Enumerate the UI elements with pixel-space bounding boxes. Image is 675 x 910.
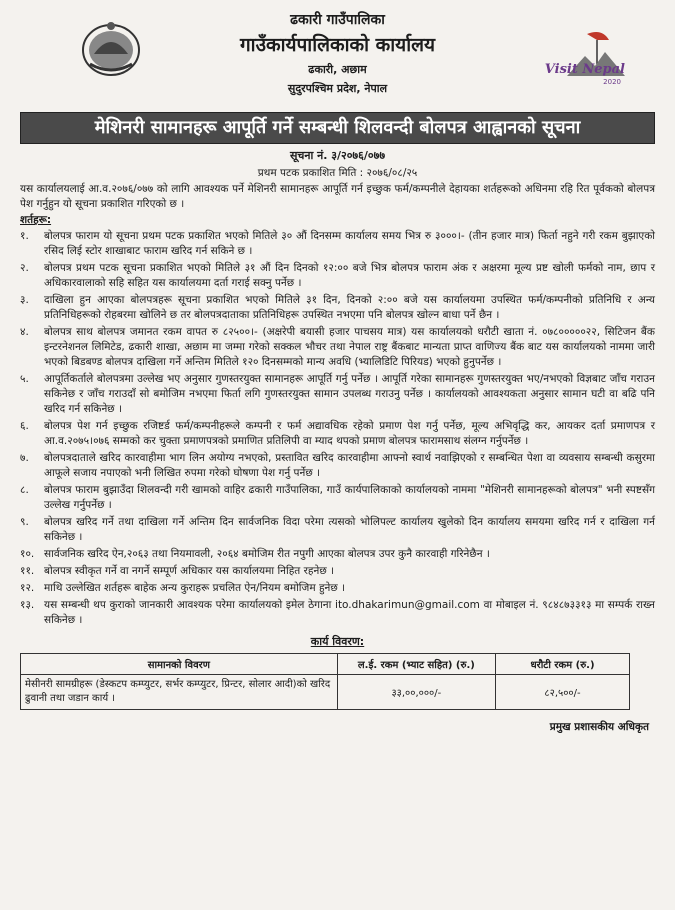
letterhead: [20, 10, 655, 106]
term-item: [20, 483, 655, 513]
term-text: सार्वजनिक खरिद ऐन,२०६३ तथा नियमावली, २०६४ बमोजिम रीत नपुगी आएका बोलपत्र उपर कुनै कारवाही गरिनेछैन ।: [44, 548, 490, 560]
term-number: २.: [20, 262, 29, 274]
term-item: [20, 547, 655, 562]
term-text: बोलपत्र पेश गर्न इच्छुक रजिष्टर्ड फर्म/कम्पनीहरूले कम्पनी र फर्म अद्यावधिक रहेको प्रमाण पेश गर्नु पर्नेछ, मूल्य अभिवृद्धि कर, आयकर दर्ता प्रमाणपत्र र आ.व.२०७५।०७६ सम्मको कर चुक्ता प्रमाणपत्रको प्रमाणित प्रतिलिपी वा म्याद थपको प्रमाण बोलपत्र फारामसाथ संलग्न गर्नुपर्नेछ ।: [44, 420, 655, 447]
term-text: आपूर्तिकर्ताले बोलपत्रमा उल्लेख भए अनुसार गुणस्तरयुक्त सामानहरू आपूर्ति गर्नु पर्नेछ । आपूर्ति गरेका सामानहरू गुणस्तरयुक्त भए/नभएको विज्ञबाट जाँच गराउन सकिनेछ र जाँच गराउदाँ सो बमोजिम नभएमा फिर्ता लगि गुणस्तरयुक्त सामान उपलब्ध गराउनु पर्नेछ । कार्यालयको आवश्यकता अनुसार सामान घटी वा बढि पनि खरिद गर्न सकिनेछ ।: [44, 373, 655, 415]
term-item: [20, 419, 655, 449]
term-number: ४.: [20, 326, 29, 338]
item-estimate: ३३,००,०००/-: [337, 675, 495, 710]
term-text: दाखिला हुन आएका बोलपत्रहरू सूचना प्रकाशित भएको मितिले ३१ दिन, दिनको २:०० बजे यस कार्यालयमा उपस्थित फर्म/कम्पनीको प्रतिनिधि र अन्य प्रतिनिधिहरूको रोहबरमा खोलिने छ तर बोलपत्रदाताका प्रतिनिधिहरू उपस्थित नभएमा पनि बोलपत्र खोल्न बाधा पर्ने छैन ।: [44, 294, 655, 321]
term-item: [20, 372, 655, 417]
item-deposit: ८२,५००/-: [496, 675, 630, 710]
term-text: बोलपत्र फाराम बुझाउँदा शिलवन्दी गरी खामको वाहिर ढकारी गाउँपालिका, गाउँ कार्यपालिकाको कार्यालयको नाममा "मेशिनरी सामानहरूको बोलपत्र" भनी स्पष्टसँग उल्लेख गर्नुपर्नेछ ।: [44, 484, 655, 511]
term-item: [20, 229, 655, 259]
table-row: [21, 675, 630, 710]
column-header-estimate: ल.ई. रकम (भ्याट सहित) (रु.): [337, 654, 495, 675]
column-header-deposit: धरौटी रकम (रु.): [496, 654, 630, 675]
term-item: [20, 325, 655, 370]
term-number: ९.: [20, 516, 29, 528]
terms-list: [20, 229, 655, 628]
table-header-row: [21, 654, 630, 675]
term-number: १३.: [20, 599, 35, 611]
term-text: बोलपत्र साथ बोलपत्र जमानत रकम वापत रु ८२५००।- (अक्षरेपी बयासी हजार पाचसय मात्र) यस कार्यालयको धरौटी खाता नं. ०७८०००००२२, सिटिजन बैंक इन्टरनेशनल लिमिटेड, ढकारी शाखा, अछाम मा जम्मा गरेको सक्कल भौचर तथा नेपाल राष्ट्र बैंकबाट मान्यता प्राप्त वाणिज्य बैंक बाट यस कार्यालयको नाममा जारी भएको बिडबण्ड बोलपत्र दाखिला गर्ने अन्तिम मितिले १२० दिनसम्मको मान्य अवधि (भ्यालिडिटि पिरियड) भएको हुनुपर्नेछ ।: [44, 326, 655, 368]
visit-nepal-logo-icon: [544, 30, 637, 92]
term-text: यस सम्बन्धी थप कुराको जानकारी आवश्यक परेमा कार्यालयको इमेल ठेगाना ito.dhakarimun@gmail.com वा मोबाइल नं. ९८४८७३३१३ मा सम्पर्क राख्न सकिनेछ ।: [44, 599, 655, 626]
office-province: सुदुरपश्चिम प्रदेश, नेपाल: [287, 82, 388, 95]
nepal-emblem-icon: [80, 20, 142, 78]
term-number: ६.: [20, 420, 29, 432]
visit-nepal-logo-text: Visit Nepal: [544, 62, 625, 77]
signatory-title: प्रमुख प्रशासकीय अधिकृत: [549, 721, 649, 733]
office-address: ढकारी, अछाम: [308, 63, 367, 76]
notice-number: सूचना नं. ३/२०७६/०७७: [289, 149, 386, 162]
term-number: १०.: [20, 548, 35, 560]
term-text: माथि उल्लेखित शर्तहरू बाहेक अन्य कुराहरू प्रचलित ऐन/नियम बमोजिम हुनेछ ।: [44, 582, 346, 594]
visit-nepal-logo-year: 2020: [603, 78, 621, 86]
intro-paragraph: यस कार्यालयलाई आ.व.२०७६/०७७ को लागि आवश्यक पर्ने मेशिनरी सामानहरू आपूर्ति गर्न इच्छुक फर्म/कम्पनीले देहायका शर्तहरूको अधिनमा रहि रित पूर्वकको बोलपत्र पेश गर्नुहुन यो सूचना प्रकाशित गरिएको छ ।: [20, 183, 655, 210]
work-details-table: [20, 653, 630, 710]
term-text: बोलपत्रदाताले खरिद कारवाहीमा भाग लिन अयोग्य नभएको, प्रस्तावित खरिद कारवाहीमा आफ्नो स्वार्थ नवाझिएको र सम्बन्धित पेशा वा व्यवसाय सम्बन्धी कसुरमा आफूले सजाय नपाएको भनी लिखित रुपमा गरेको घोषणा पेश गर्नु पर्नेछ ।: [44, 452, 655, 479]
term-number: १२.: [20, 582, 35, 594]
terms-heading: शर्तहरू:: [20, 214, 52, 226]
notice-title: मेशिनरी सामानहरू आपूर्ति गर्ने सम्बन्धी शिलवन्दी बोलपत्र आह्वानको सूचना: [20, 112, 655, 144]
office-name: गाउँकार्यपालिकाको कार्यालय: [239, 34, 436, 56]
term-number: ८.: [20, 484, 29, 496]
column-header-description: सामानको विवरण: [21, 654, 338, 675]
term-text: बोलपत्र खरिद गर्ने तथा दाखिला गर्ने अन्तिम दिन सार्वजनिक विदा परेमा त्यसको भोलिपल्ट कार्यालय खुलेको दिन कार्यालय समयमा खरिद गर्न र दाखिला गर्न सकिनेछ ।: [44, 516, 655, 543]
term-item: [20, 451, 655, 481]
term-number: ७.: [20, 452, 29, 464]
term-text: बोलपत्र प्रथम पटक सूचना प्रकाशित भएको मितिले ३१ औं दिन दिनको १२:०० बजे भित्र बोलपत्र फाराम अंक र अक्षरमा मूल्य प्रष्ट खोली फर्मको नाम, छाप र अधिकारवालाको सहि सहित यस कार्यालयमा दर्ता गराई सक्नु पर्नेछ ।: [44, 262, 655, 289]
term-item: [20, 564, 655, 579]
item-description: मेसीनरी सामग्रीहरू (डेस्कटप कम्प्युटर, सर्भर कम्प्युटर, प्रिन्टर, सोलार आदी)को खरिद ढुवानी तथा जडान कार्य ।: [21, 675, 338, 710]
publish-date: प्रथम पटक प्रकाशित मिति : २०७६/०८/२५: [257, 167, 418, 179]
municipality-name: ढकारी गाउँपालिका: [290, 12, 385, 28]
term-item: [20, 515, 655, 545]
term-number: १.: [20, 230, 29, 242]
term-item: [20, 261, 655, 291]
term-number: ११.: [20, 565, 35, 577]
term-number: ३.: [20, 294, 29, 306]
term-text: बोलपत्र स्वीकृत गर्ने वा नगर्ने सम्पूर्ण अधिकार यस कार्यालयमा निहित रहनेछ ।: [44, 565, 334, 577]
term-text: बोलपत्र फाराम यो सूचना प्रथम पटक प्रकाशित भएको मितिले ३० औं दिनसम्म कार्यालय समय भित्र रु ३०००।- (तीन हजार मात्र) फिर्ता नहुने गरी रकम बुझाएको रसिद लिई स्टोर शाखाबाट फाराम खरिद गर्न सकिने छ ।: [44, 230, 655, 257]
term-item: [20, 293, 655, 323]
term-number: ५.: [20, 373, 29, 385]
work-details-heading: कार्य विवरण:: [310, 635, 365, 648]
term-item: [20, 581, 655, 596]
term-item: [20, 598, 655, 628]
